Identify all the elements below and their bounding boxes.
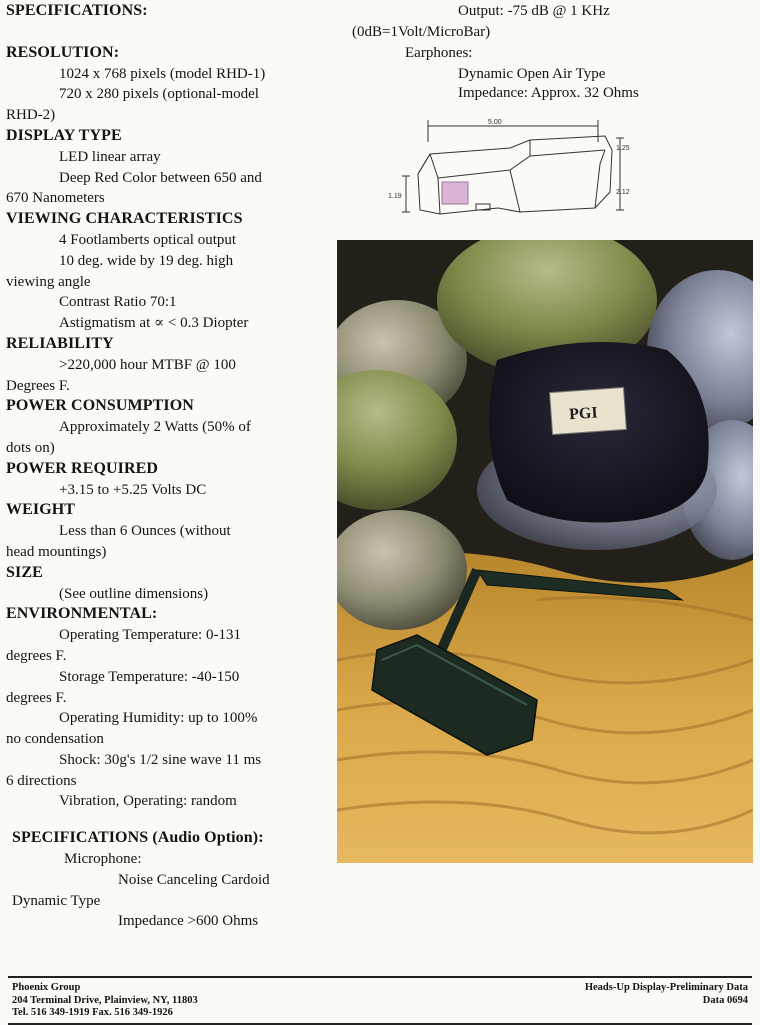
company-info [12,982,198,1020]
spec-line: Storage Temperature: -40-150 [59,668,240,685]
audio-spec-heading: SPECIFICATIONS (Audio Option): [12,829,264,847]
document-info [585,982,748,1007]
spec-line: RHD-2) [6,107,56,124]
spec-line: head mountings) [6,543,107,560]
spec-line: (See outline dimensions) [59,585,209,602]
document-number: Data 0694 [702,994,748,1006]
spec-line: Approximately 2 Watts (50% of [59,419,251,436]
spec-line: Degrees F. [6,377,70,394]
microphone-type: Noise Canceling Cardoid [118,871,270,888]
spec-heading: POWER REQUIRED [6,459,159,477]
spec-line: Deep Red Color between 650 and [59,169,262,186]
spec-line: Operating Temperature: 0-131 [59,627,241,644]
spec-heading: RELIABILITY [6,334,114,352]
audio-output-reference: (0dB=1Volt/MicroBar) [352,24,491,40]
spec-line: Astigmatism at ∝ < 0.3 Diopter [59,315,249,332]
outline-dimension-diagram [380,112,642,232]
spec-heading: WEIGHT [6,501,76,519]
spec-heading: SIZE [6,563,43,581]
spec-heading: DISPLAY TYPE [6,126,122,144]
spec-heading: ENVIRONMENTAL: [6,605,158,623]
spec-sections [6,43,321,812]
product-photo [337,240,753,863]
spec-heading: POWER CONSUMPTION [6,397,194,415]
microphone-impedance: Impedance >600 Ohms [118,913,259,930]
company-address: 204 Terminal Drive, Plainview, NY, 11803 [12,994,198,1006]
specifications-column [6,1,321,932]
dimension-depth: 2.12 [616,189,630,196]
spec-line: 1024 x 768 pixels (model RHD-1) [59,65,266,82]
pgi-badge: PGI [568,404,599,424]
audio-output: Output: -75 dB @ 1 KHz [458,3,610,19]
product-photo-illustration [337,240,753,863]
spec-line: 4 Footlamberts optical output [59,231,237,248]
earphones-type: Dynamic Open Air Type [458,66,606,82]
company-phone: Tel. 516 349-1919 Fax. 516 349-1926 [12,1007,173,1018]
earphones-impedance: Impedance: Approx. 32 Ohms [458,85,639,101]
microphone-label: Microphone: [64,851,142,868]
company-name: Phoenix Group [12,982,81,993]
spec-line: viewing angle [6,273,91,290]
spec-line: 10 deg. wide by 19 deg. high [59,252,234,269]
spec-line: Less than 6 Ounces (without [59,523,231,540]
dimension-width: 5.00 [488,119,502,126]
spec-line: no condensation [6,731,104,748]
spec-heading: VIEWING CHARACTERISTICS [6,210,243,228]
spec-heading: RESOLUTION: [6,43,120,61]
spec-line: Operating Humidity: up to 100% [59,710,258,727]
spec-line: 720 x 280 pixels (optional-model [59,86,259,103]
footer [8,976,752,1025]
spec-line: Vibration, Operating: random [59,793,237,810]
spec-line: 670 Nanometers [6,190,105,207]
earphones-label: Earphones: [405,45,473,61]
spec-line: +3.15 to +5.25 Volts DC [59,481,207,498]
spec-line: Contrast Ratio 70:1 [59,294,177,311]
spec-line: LED linear array [59,148,161,165]
spec-line: 6 directions [6,772,77,789]
spec-line: degrees F. [6,689,67,706]
spec-line: degrees F. [6,647,67,664]
dimension-side: 1.19 [388,193,402,200]
dynamic-type: Dynamic Type [12,892,101,909]
dimension-height: 1.25 [616,145,630,152]
document-title: Heads-Up Display-Preliminary Data [584,982,748,993]
spec-line: >220,000 hour MTBF @ 100 [59,356,236,373]
spec-line: dots on) [6,439,55,456]
specifications-title: SPECIFICATIONS: [6,2,148,19]
spec-line: Shock: 30g's 1/2 sine wave 11 ms [59,751,262,768]
